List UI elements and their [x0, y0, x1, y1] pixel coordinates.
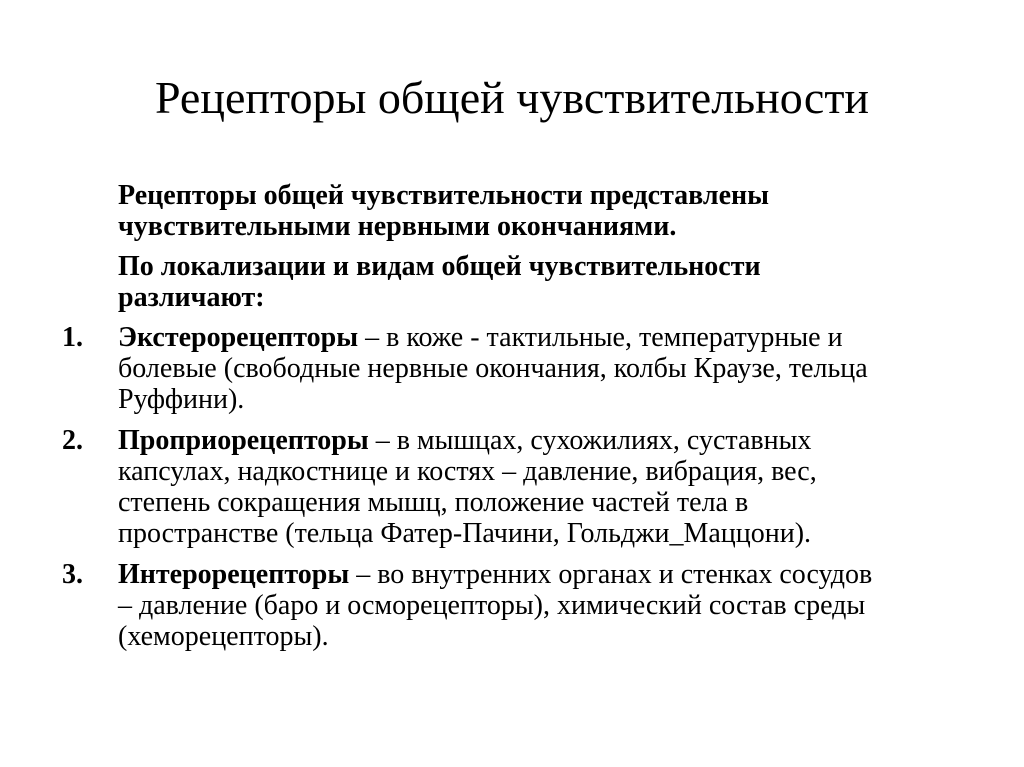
list-item-body: [118, 559, 998, 652]
list-item-number: 2.: [62, 425, 83, 456]
list-item-line: пространстве (тельца Фатер-Пачини, Гольджи_Маццони).: [118, 518, 812, 549]
intro-paragraph: [118, 180, 998, 242]
list-item-line: Руффини).: [118, 384, 245, 415]
list-item-line: степень сокращения мышц, положение частей тела в: [118, 487, 749, 518]
intro-paragraph: [118, 251, 998, 313]
receptor-term: Интерорецепторы: [118, 559, 350, 590]
intro-line: Рецепторы общей чувствительности представлены: [118, 180, 770, 211]
slide-title: Рецепторы общей чувствительности: [154, 72, 870, 123]
list-item-number: 1.: [62, 322, 83, 353]
list-item-text: – в мышцах, сухожилиях, суставных: [368, 425, 812, 456]
receptor-term: Проприорецепторы: [118, 425, 369, 456]
list-item-line: капсулах, надкостнице и костях – давление, вибрация, вес,: [118, 456, 817, 487]
list-item-body: [118, 425, 998, 549]
intro-line: различают:: [118, 282, 265, 313]
list-item-number: 3.: [62, 559, 83, 590]
slide-content: [0, 180, 1024, 662]
list-item: [0, 425, 1024, 549]
list-item: [0, 559, 1024, 652]
list-item-line: [118, 559, 998, 590]
intro-line: По локализации и видам общей чувствительности: [118, 251, 761, 282]
list-item-line: [118, 425, 998, 456]
list-item-text: – во внутренних органах и стенках сосудов: [349, 559, 873, 590]
list-item-line: (хеморецепторы).: [118, 621, 329, 652]
list-item-body: [118, 322, 998, 415]
list-item-line: [118, 322, 998, 353]
receptor-term: Экстерорецепторы: [118, 322, 359, 353]
intro-line: чувствительными нервными окончаниями.: [118, 211, 677, 242]
list-item-text: – в коже - тактильные, температурные и: [358, 322, 843, 353]
list-item-line: – давление (баро и осморецепторы), химический состав среды: [118, 590, 866, 621]
list-item-line: болевые (свободные нервные окончания, колбы Краузе, тельца: [118, 353, 868, 384]
list-item: [0, 322, 1024, 415]
